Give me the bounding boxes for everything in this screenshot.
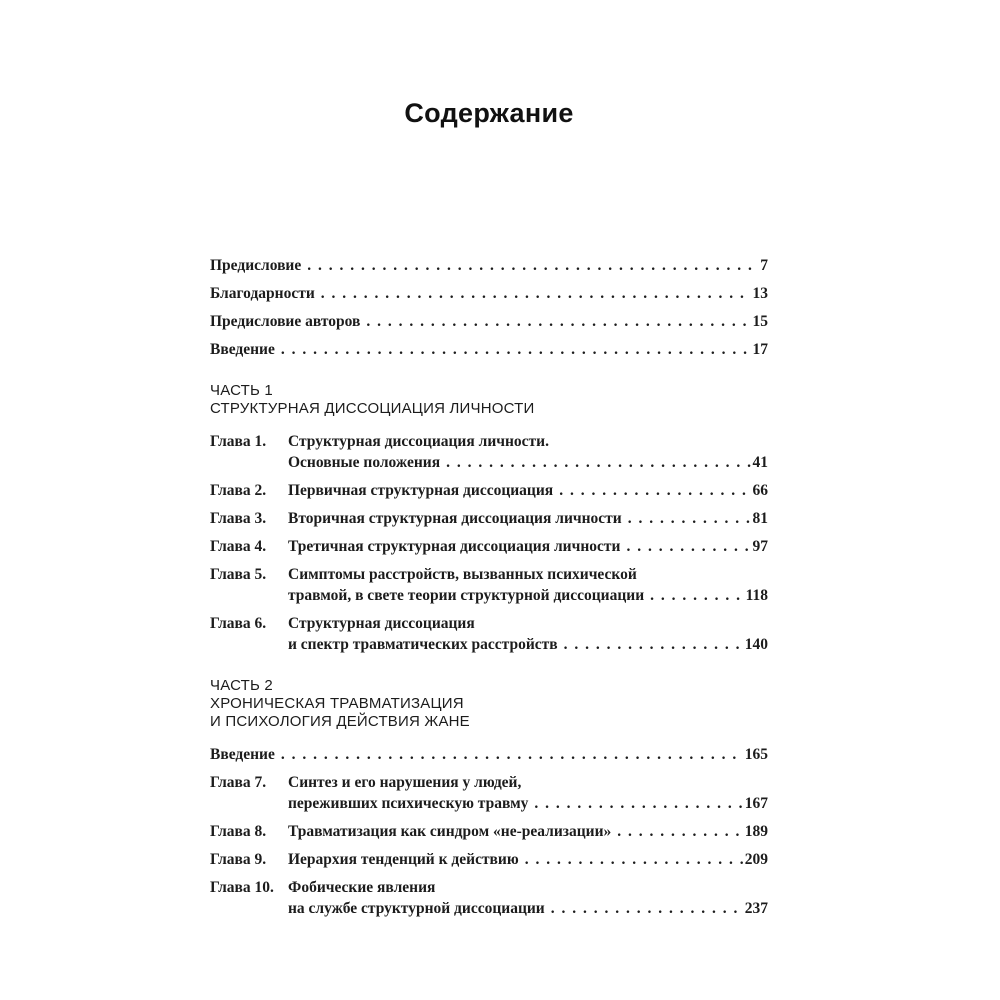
chapter-title-line: Фобические явления xyxy=(288,879,436,896)
chapter-last-line xyxy=(288,452,768,473)
chapter-label: Глава 3. xyxy=(210,510,267,527)
dot-leader xyxy=(559,480,750,501)
toc-entry xyxy=(210,339,768,360)
dot-leader xyxy=(564,634,743,655)
page-number: 167 xyxy=(744,795,768,812)
chapter-title-line: Синтез и его нарушения у людей, xyxy=(288,774,522,791)
toc-entry xyxy=(210,311,768,332)
part2-heading xyxy=(210,677,768,731)
chapter-body xyxy=(288,508,768,529)
chapter-title-line: на службе структурной диссоциации xyxy=(288,900,545,917)
chapter-last-line xyxy=(288,585,768,606)
chapter-title-line: переживших психическую травму xyxy=(288,795,529,812)
chapter-title-line: Основные положения xyxy=(288,454,441,471)
chapter-label: Глава 6. xyxy=(210,615,267,632)
chapter-row xyxy=(210,431,768,473)
chapter-last-line xyxy=(288,849,768,870)
dot-leader xyxy=(321,283,751,304)
dot-leader xyxy=(650,585,743,606)
page-number: 165 xyxy=(744,746,768,763)
dot-leader xyxy=(617,821,742,842)
page-number: 97 xyxy=(752,538,768,555)
chapter-row xyxy=(210,508,768,529)
chapter-last-line xyxy=(288,793,768,814)
page-number: 209 xyxy=(744,851,768,868)
part2-heading-line3: И ПСИХОЛОГИЯ ДЕЙСТВИЯ ЖАНЕ xyxy=(210,713,470,730)
dot-leader xyxy=(446,452,750,473)
page-number: 81 xyxy=(752,510,768,527)
chapter-label: Глава 4. xyxy=(210,538,267,555)
chapter-title-line: и спектр травматических расстройств xyxy=(288,636,558,653)
page-number: 7 xyxy=(760,257,768,274)
page-number: 13 xyxy=(752,285,768,302)
chapter-last-line xyxy=(288,508,768,529)
chapter-body xyxy=(288,772,768,814)
page-number: 66 xyxy=(752,482,768,499)
page-number: 189 xyxy=(744,823,768,840)
toc-entry xyxy=(210,744,768,765)
chapter-title-line: Травматизация как синдром «не-реализации» xyxy=(288,823,612,840)
chapter-label: Глава 7. xyxy=(210,774,267,791)
chapter-body xyxy=(288,564,768,606)
chapter-title-line: Симптомы расстройств, вызванных психической xyxy=(288,566,637,583)
chapter-label: Глава 5. xyxy=(210,566,267,583)
page-number: 15 xyxy=(752,313,768,330)
dot-leader xyxy=(525,849,743,870)
dot-leader xyxy=(626,536,750,557)
chapter-last-line xyxy=(288,634,768,655)
chapter-title-line: Третичная структурная диссоциация личности xyxy=(288,538,621,555)
dot-leader xyxy=(628,508,751,529)
chapter-row xyxy=(210,821,768,842)
dot-leader xyxy=(307,255,758,276)
chapter-label: Глава 10. xyxy=(210,879,274,896)
chapter-row xyxy=(210,564,768,606)
part1-heading-line2: СТРУКТУРНАЯ ДИССОЦИАЦИЯ ЛИЧНОСТИ xyxy=(210,400,535,417)
chapter-body xyxy=(288,536,768,557)
page-number: 41 xyxy=(752,454,768,471)
chapter-last-line xyxy=(288,898,768,919)
chapter-row xyxy=(210,613,768,655)
chapter-row xyxy=(210,480,768,501)
chapter-title-line: Иерархия тенденций к действию xyxy=(288,851,519,868)
chapter-body xyxy=(288,877,768,919)
chapter-row xyxy=(210,536,768,557)
chapter-last-line xyxy=(288,821,768,842)
chapter-title-line: Структурная диссоциация личности. xyxy=(288,433,549,450)
dot-leader xyxy=(281,339,751,360)
chapter-row xyxy=(210,772,768,814)
toc-content xyxy=(210,98,768,919)
dot-leader xyxy=(366,311,750,332)
chapter-label: Глава 2. xyxy=(210,482,267,499)
chapter-title-line: Первичная структурная диссоциация xyxy=(288,482,554,499)
part2-heading-line2: ХРОНИЧЕСКАЯ ТРАВМАТИЗАЦИЯ xyxy=(210,695,464,712)
dot-leader xyxy=(534,793,742,814)
chapter-label: Глава 1. xyxy=(210,433,267,450)
dot-leader xyxy=(551,898,743,919)
page-number: 17 xyxy=(752,341,768,358)
entry-title: Введение xyxy=(210,341,275,358)
page-number: 140 xyxy=(744,636,768,653)
part1-heading xyxy=(210,382,768,418)
entry-title: Введение xyxy=(210,746,275,763)
entry-title: Предисловие авторов xyxy=(210,313,361,330)
entry-title: Предисловие xyxy=(210,257,302,274)
page-title: Содержание xyxy=(404,98,574,128)
chapter-title-line: травмой, в свете теории структурной диссоциации xyxy=(288,587,645,604)
table-of-contents xyxy=(210,255,768,919)
chapter-body xyxy=(288,480,768,501)
dot-leader xyxy=(281,744,743,765)
chapter-row xyxy=(210,849,768,870)
chapter-label: Глава 9. xyxy=(210,851,267,868)
chapter-body xyxy=(288,613,768,655)
part2-heading-line1: ЧАСТЬ 2 xyxy=(210,677,273,694)
chapter-last-line xyxy=(288,536,768,557)
toc-entry xyxy=(210,283,768,304)
chapter-last-line xyxy=(288,480,768,501)
chapter-body xyxy=(288,821,768,842)
page-number: 237 xyxy=(744,900,768,917)
entry-title: Благодарности xyxy=(210,285,315,302)
chapter-body xyxy=(288,849,768,870)
chapter-title-line: Структурная диссоциация xyxy=(288,615,475,632)
toc-entry xyxy=(210,255,768,276)
part1-heading-line1: ЧАСТЬ 1 xyxy=(210,382,273,399)
chapter-body xyxy=(288,431,768,473)
page-number: 118 xyxy=(745,587,768,604)
chapter-label: Глава 8. xyxy=(210,823,267,840)
chapter-row xyxy=(210,877,768,919)
chapter-title-line: Вторичная структурная диссоциация личности xyxy=(288,510,622,527)
